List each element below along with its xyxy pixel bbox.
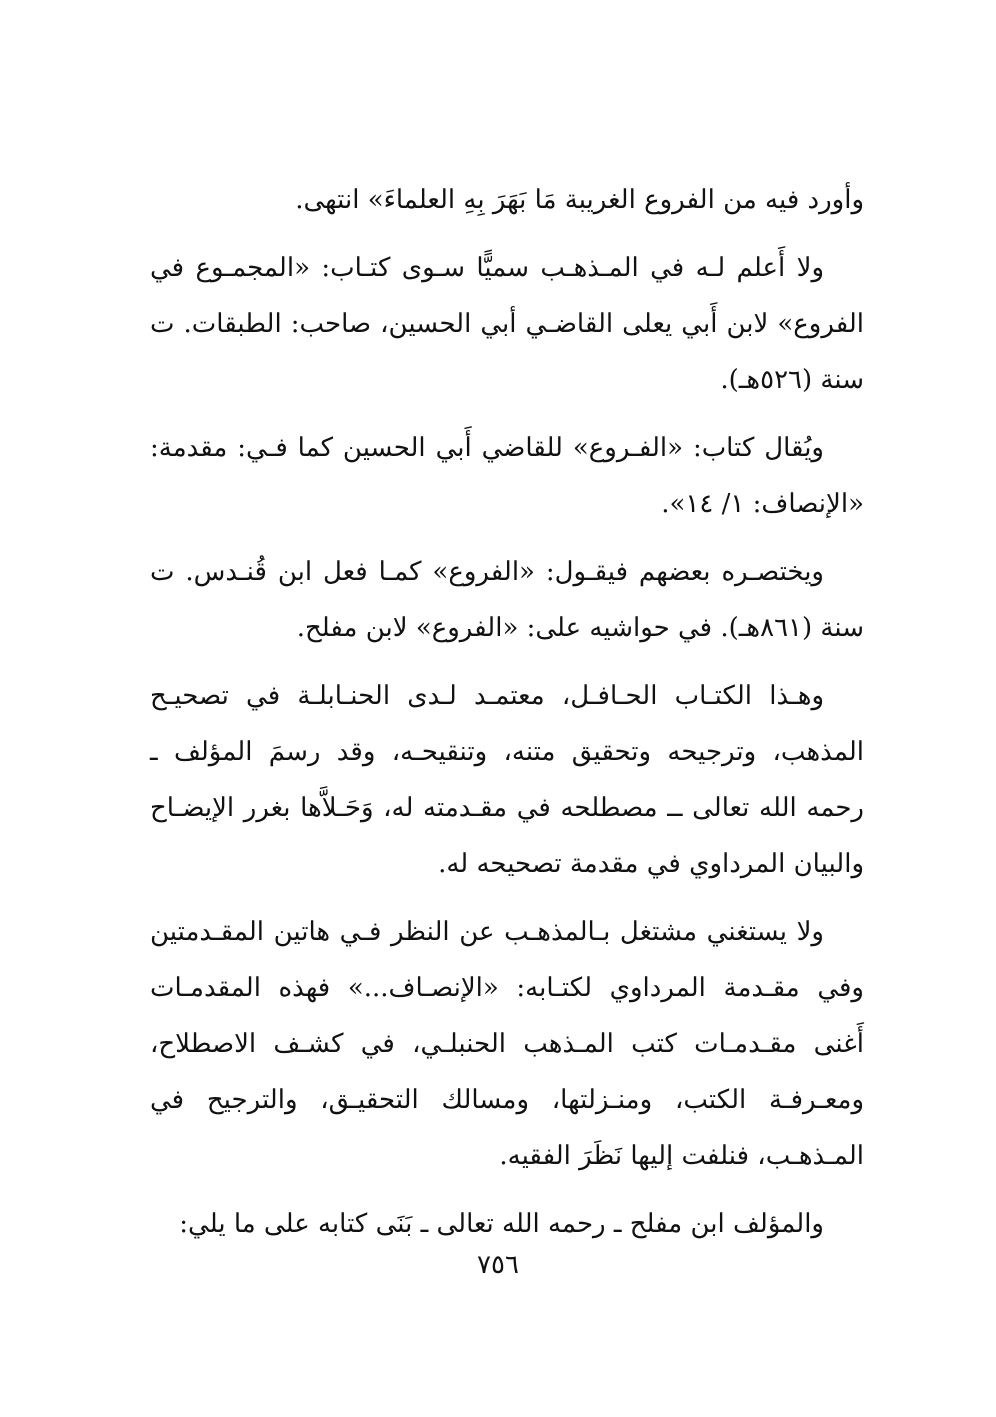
paragraph-7: والمؤلف ابن مفلح ـ رحمه الله تعالى ـ بَنَى كتابه على ما يلي: <box>179 1209 824 1239</box>
paragraph-2: ولا أَعلم لـه في المـذهـب سميًّا سـوى كتـاب: «المجمـوع في الفروع» لابن أَبي يعلى القاضـي أبي الحسين، صاحب: الطبقات. ت سنة (٥٢٦هـ). <box>150 253 864 395</box>
paragraph-4: ويختصـره بعضهم فيقـول: «الفروع» كمـا فعل ابن قُنـدس. ت سنة (٨٦١هـ). في حواشيه على: «الفروع» لابن مفلح. <box>150 557 864 643</box>
paragraph-5: وهـذا الكتـاب الحـافـل، معتمـد لـدى الحنـابلـة في تصحيـح المذهب، وترجيحه وتحقيق متنه، وتنقيحـه، وقد رسمَ المؤلف ـ رحمه الله تعالى ــ مصطلحه في مقـدمته له، وَحَـلاَّها بغرر الإيضـاح والبيان المرداوي في مقدمة تصحيحه له. <box>150 681 864 879</box>
paragraph-6: ولا يستغني مشتغل بـالمذهـب عن النظر فـي هاتين المقـدمتين وفي مقـدمة المرداوي لكتـابه: «الإنصـاف...» فهذه المقدمـات أَغنى مقـدمـات كتب المـذهب الحنبلـي، في كشـف الاصطلاح، ومعـرفـة الكتب، ومنـزلتها، ومسالك التحقيـق، والترجيح في المـذهـب، فنلفت إليها نَظَرَ الفقيه. <box>150 917 864 1171</box>
body-text <box>150 172 864 1264</box>
page-number: ٧٥٦ <box>477 1250 519 1280</box>
paragraph-3: ويُقال كتاب: «الفـروع» للقاضي أَبي الحسين كما فـي: مقدمة: «الإنصاف: ١/ ١٤». <box>150 433 864 519</box>
paragraph-1: وأورد فيه من الفروع الغريبة مَا بَهَرَ بِهِ العلماءَ» انتهى. <box>295 185 864 215</box>
